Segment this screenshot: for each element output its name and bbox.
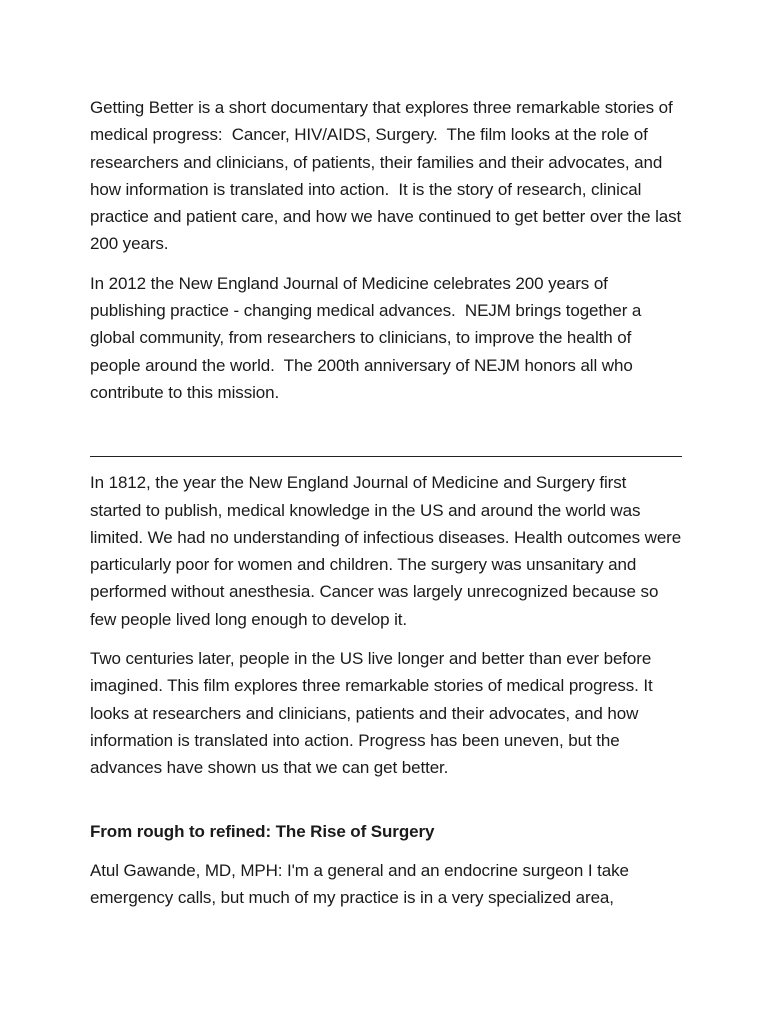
body-paragraph-1: In 1812, the year the New England Journal of Medicine and Surgery first started to publish, medical knowledge in the US and around the world was limited. We had no understanding of infectious diseases. Health outcomes were particularly poor for women and children. The surgery was unsanitary and performed without anesthesia. Cancer was largely unrecognized because so few people lived long enough to develop it.: [90, 473, 686, 629]
section-heading: From rough to refined: The Rise of Surgery: [90, 821, 435, 841]
section-paragraph: Atul Gawande, MD, MPH: I'm a general and an endocrine surgeon I take emergency calls, but much of my practice is in a very specialized area,: [90, 860, 634, 908]
body-paragraph-2: Two centuries later, people in the US live longer and better than ever before imagined. This film explores three remarkable stories of medical progress. It looks at researchers and clinicians, patients and their advocates, and how information is translated into action. Progress has been uneven, but the advances have shown us that we can get better.: [90, 649, 658, 778]
document-content: [90, 94, 686, 911]
intro-paragraph-1: Getting Better is a short documentary that explores three remarkable stories of medical progress: Cancer, HIV/AIDS, Surgery. The film looks at the role of researchers and clinicians, of patients, their families and their advocates, and how information is translated into action. It is the story of research, clinical practice and patient care, and how we have continued to get better over the last 200 years.: [90, 98, 686, 254]
intro-paragraph-2: In 2012 the New England Journal of Medicine celebrates 200 years of publishing practice - changing medical advances. NEJM brings together a global community, from researchers to clinicians, to improve the health of people around the world. The 200th anniversary of NEJM honors all who contribute to this mission.: [90, 273, 646, 402]
